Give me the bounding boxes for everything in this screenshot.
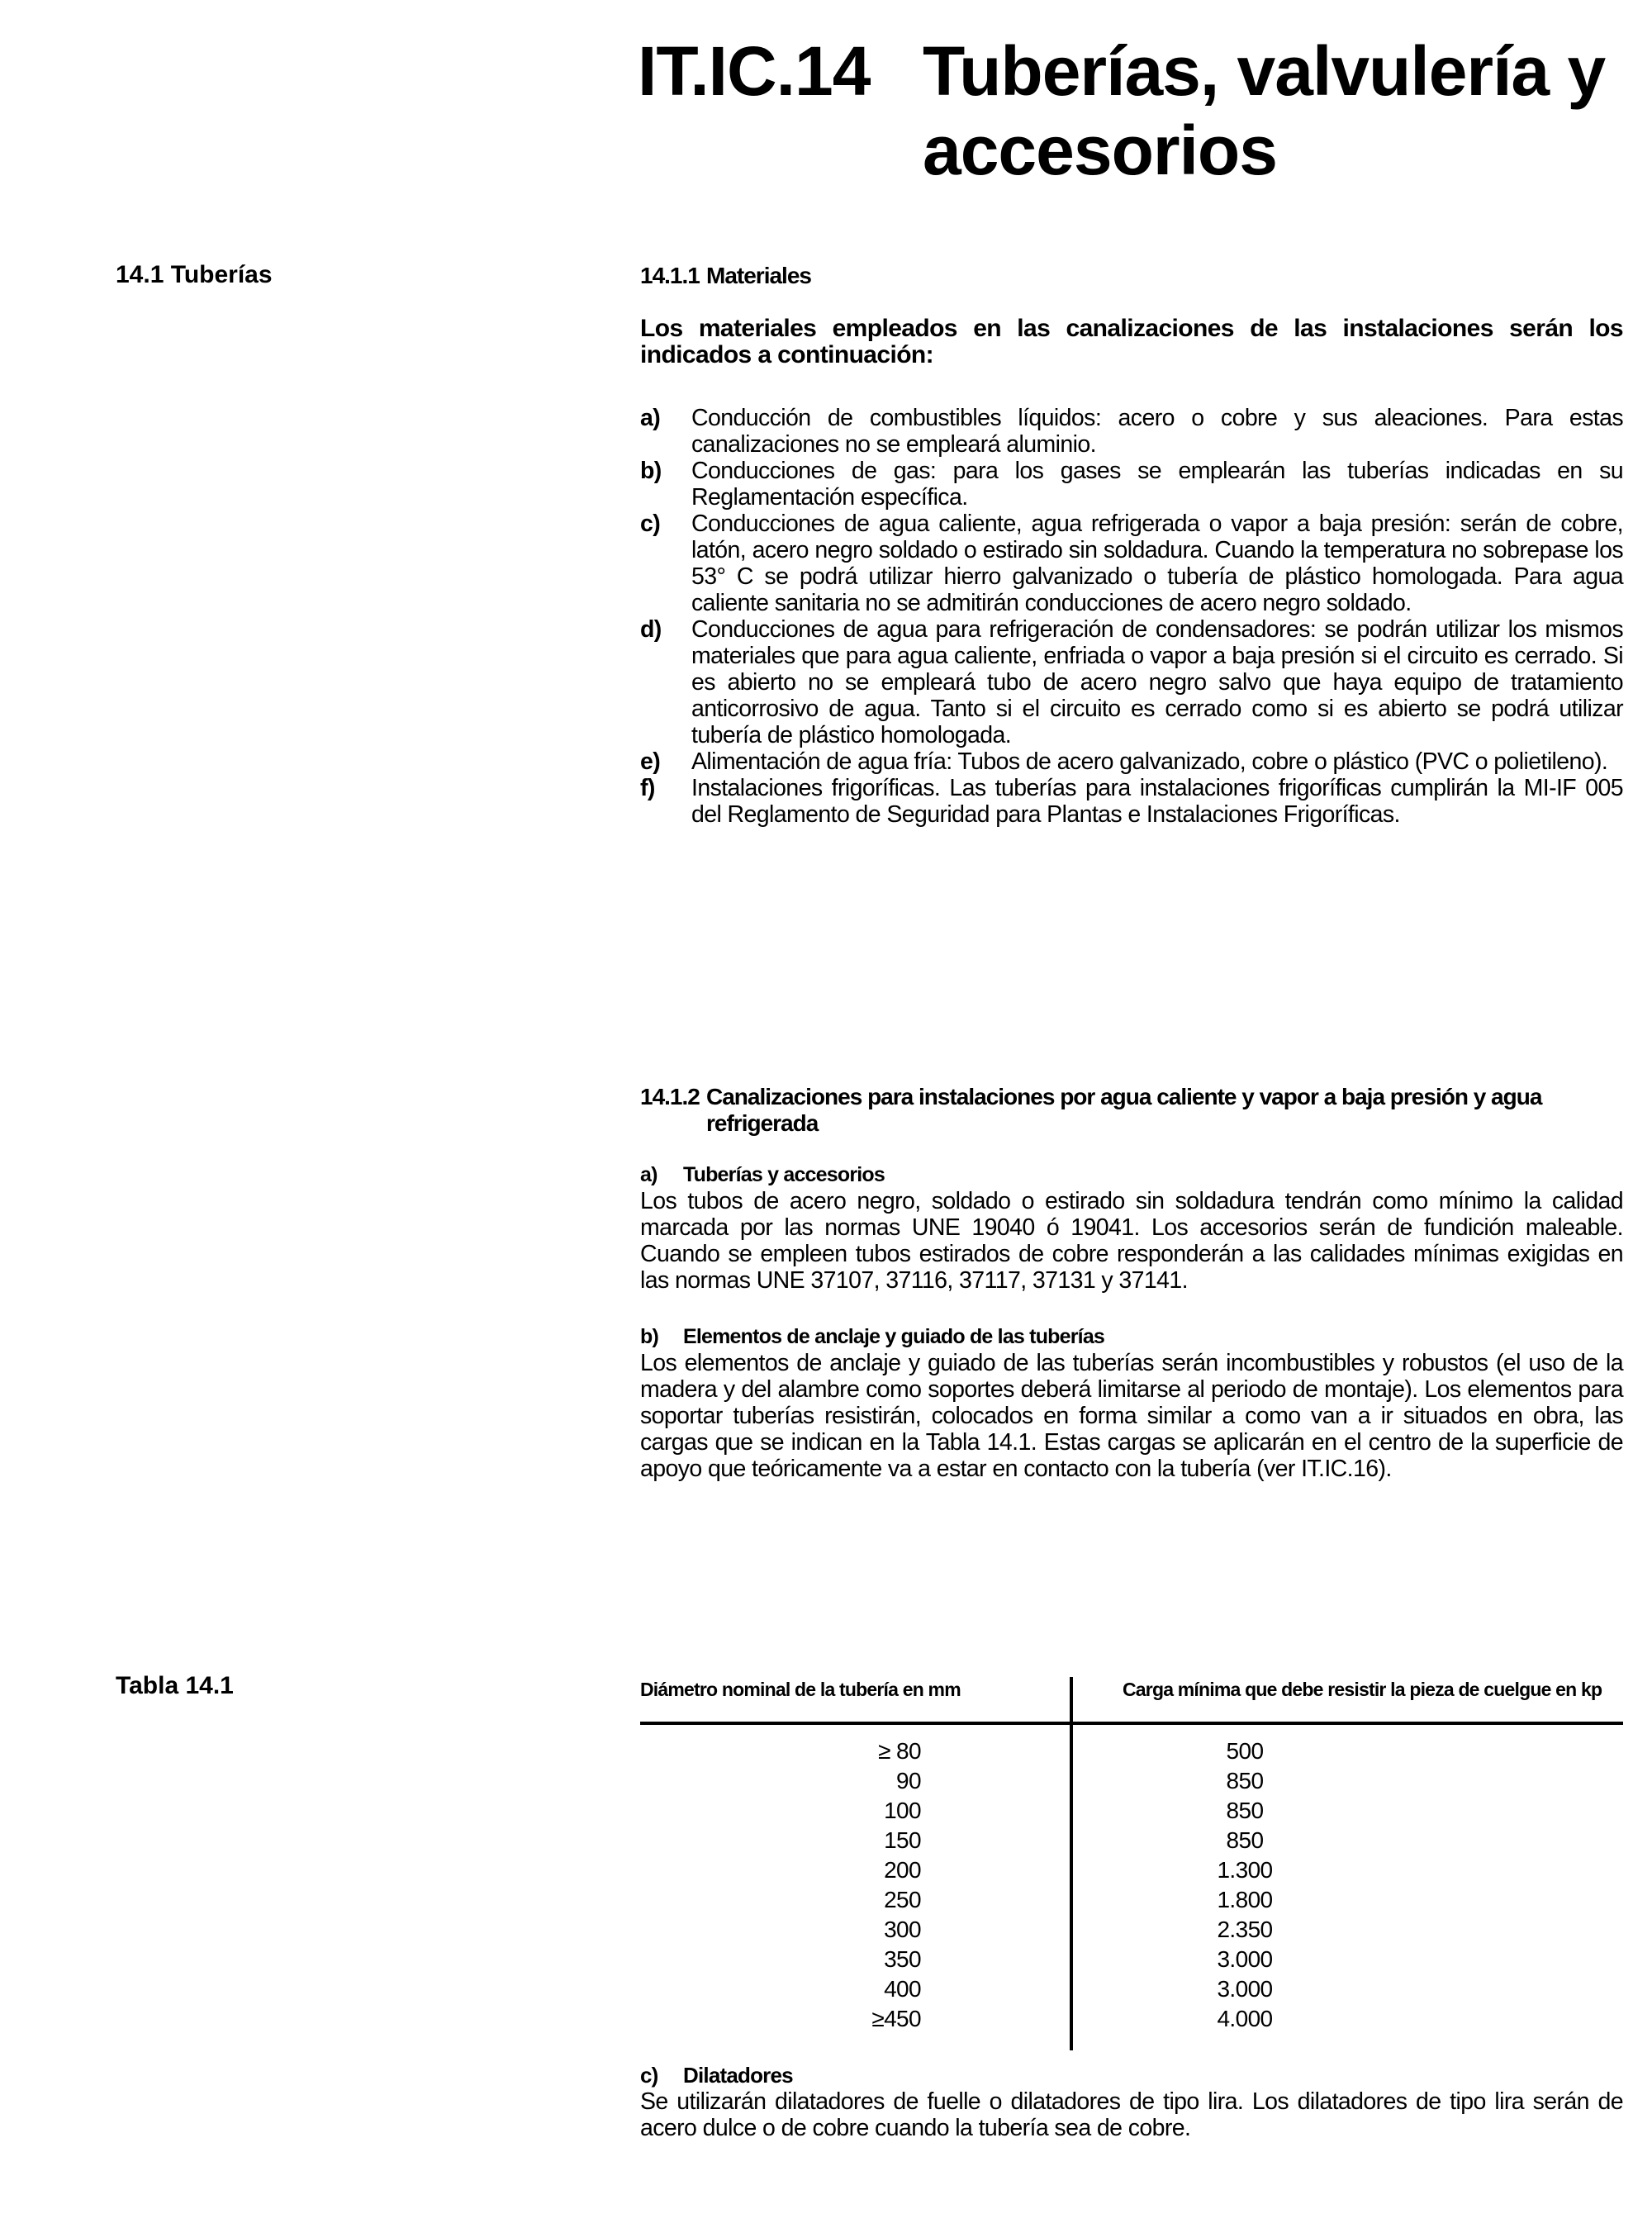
table-14-1 [640,1677,1623,2141]
diameter-cell: 350 [884,1946,921,1972]
section-heading: 14.1.1 Materiales [640,263,811,288]
paragraph-c: Se utilizarán dilatadores de fuelle o dilatadores de tipo lira. Los dilatadores de tipo lira serán de acero dulce o de cobre cuando la tubería sea de cobre. [640,2088,1623,2141]
title-line1: Tuberías, valvulería y [923,32,1606,110]
diameter-cell: 250 [884,1887,921,1912]
table-header-row [640,1677,1623,1723]
section-heading: 14.1.2 Canalizaciones para instalaciones por agua caliente y vapor a baja presión y agua refrigerada [640,1084,1542,1136]
title-code: IT.IC.14 [638,32,871,110]
diameter-cell: 100 [884,1798,921,1823]
table-row [640,1855,1623,1885]
load-cell: 3.000 [1071,1974,1623,2004]
table-row [640,1796,1623,1826]
subheading-a: a) Tuberías y accesorios [640,1163,885,1186]
section-14-1-1 [640,263,1623,828]
list-item: d) Conducciones de agua para refrigeración de condensadores: se podrán utilizar los mismos materiales que para agua caliente, enfriada o vapor a baja presión si el circuito es cerrado. Si es abierto no se empleará tubo de acero negro salvo que haya equipo de tratamiento anticorrosivo de agua. Tanto si el circuito es cerrado como si es abierto se podrá utilizar tubería de plástico homologada. [640,616,1623,748]
paragraph-a: Los tubos de acero negro, soldado o estirado sin soldadura tendrán como mínimo la calidad marcada por las normas UNE 19040 ó 19041. Los accesorios serán de fundición maleable. Cuando se empleen tubos estirados de cobre responderán a las calidades mínimas exigidas en las normas UNE 37107, 37116, 37117, 37131 y 37141. [640,1188,1623,1294]
title-line2: accesorios [923,112,1277,189]
diameter-cell: 200 [884,1857,921,1883]
load-cell: 850 [1071,1796,1623,1826]
load-cell: 850 [1071,1826,1623,1855]
table-row [640,1766,1623,1796]
table-row [640,1915,1623,1945]
diameter-cell: 400 [884,1976,921,2002]
table-row [640,1885,1623,1915]
load-cell: 3.000 [1071,1945,1623,1974]
list-item: b) Conducciones de gas: para los gases se emplearán las tuberías indicadas en su Reglamentación específica. [640,458,1623,511]
load-cell: 1.800 [1071,1885,1623,1915]
list-item: a) Conducción de combustibles líquidos: acero o cobre y sus aleaciones. Para estas canalizaciones no se empleará aluminio. [640,405,1623,458]
list-item: c) Conducciones de agua caliente, agua refrigerada o vapor a baja presión: serán de cobre, latón, acero negro soldado o estirado sin soldadura. Cuando la temperatura no sobrepase los 53° C se podrá utilizar hierro galvanizado o tubería de plástico homologada. Para agua caliente sanitaria no se admitirán conducciones de acero negro soldado. [640,511,1623,616]
load-cell: 1.300 [1071,1855,1623,1885]
section-14-1-2 [640,1084,1623,1482]
list-item: e) Alimentación de agua fría: Tubos de acero galvanizado, cobre o plástico (PVC o polietileno). [640,748,1608,775]
load-cell: 500 [1071,1723,1623,1766]
subheading-b: b) Elementos de anclaje y guiado de las tuberías [640,1325,1105,1348]
intro-paragraph: Los materiales empleados en las canalizaciones de las instalaciones serán los indicados a continuación: [640,315,1623,368]
diameter-cell: ≥450 [871,2006,921,2031]
subheading-c: c) Dilatadores [640,2063,793,2088]
load-cell: 4.000 [1071,2004,1623,2050]
load-cell: 850 [1071,1766,1623,1796]
side-table-label: Tabla 14.1 [116,1672,234,1699]
side-section-label: 14.1 Tuberías [116,261,273,288]
paragraph-b: Los elementos de anclaje y guiado de las tuberías serán incombustibles y robustos (el uso de la madera y del alambre como soportes deberá limitarse al periodo de montaje). Los elementos para soportar tuberías resistirán, colocados en forma similar a como van a ir situados en obra, las cargas que se indican en la Tabla 14.1. Estas cargas se aplicarán en el centro de la superficie de apoyo que teóricamente va a estar en contacto con la tubería (ver IT.IC.16). [640,1350,1623,1482]
table-row [640,1723,1623,1766]
column-header-diameter: Diámetro nominal de la tubería en mm [640,1679,961,1700]
materials-list [640,405,1623,828]
diameter-cell: 90 [896,1768,921,1793]
table-row [640,2004,1623,2050]
list-item: f) Instalaciones frigoríficas. Las tuberías para instalaciones frigoríficas cumplirán la MI-IF 005 del Reglamento de Seguridad para Plantas e Instalaciones Frigoríficas. [640,775,1623,828]
diameter-cell: 300 [884,1917,921,1942]
table-row [640,1974,1623,2004]
page-title [638,31,1605,190]
column-header-load: Carga mínima que debe resistir la pieza de cuelgue en kp [1071,1677,1623,1723]
table-row [640,1826,1623,1855]
diameter-cell: 150 [884,1827,921,1853]
load-cell: 2.350 [1071,1915,1623,1945]
diameter-cell: ≥ 80 [878,1738,921,1764]
table-row [640,1945,1623,1974]
